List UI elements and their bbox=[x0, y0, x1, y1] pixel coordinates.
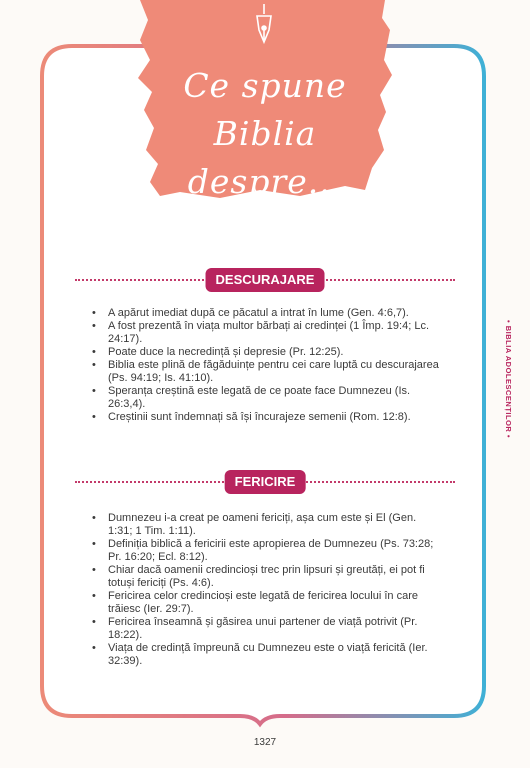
list-item: • Biblia este plină de făgăduințe pentru cei care luptă cu descurajarea (Ps. 94:19; Is. 41:10). bbox=[80, 359, 440, 385]
descurajare-list bbox=[80, 307, 440, 424]
list-item: • A apărut imediat după ce păcatul a intrat în lume (Gen. 4:6,7). bbox=[80, 307, 440, 320]
list-item: • Definiția biblică a fericirii este apropierea de Dumnezeu (Ps. 73:28; Pr. 16:20; Ecl. 8:12). bbox=[80, 538, 440, 564]
heading-badge: DESCURAJARE bbox=[206, 268, 325, 292]
list-item: • Fericirea înseamnă și găsirea unui partener de viață potrivit (Pr. 18:22). bbox=[80, 616, 440, 642]
list-item: • Chiar dacă oamenii credincioși trec prin lipsuri și greutăți, ei pot fi totuși fericiți (Ps. 4:6). bbox=[80, 564, 440, 590]
page-number: 1327 bbox=[253, 737, 277, 748]
sidebar-running-title: • BIBLIA ADOLESCENȚILOR • bbox=[504, 320, 513, 439]
list-item: • Speranța creștină este legată de ce poate face Dumnezeu (Is. 26:3,4). bbox=[80, 385, 440, 411]
fericire-list bbox=[80, 512, 440, 668]
heading-badge: FERICIRE bbox=[225, 470, 306, 494]
list-item: • Fericirea celor credincioși este legată de fericirea locului în care trăiesc (Ier. 29:7). bbox=[80, 590, 440, 616]
title-line-1: Ce spune Biblia bbox=[183, 66, 347, 153]
title-line-2: despre... bbox=[187, 162, 343, 201]
list-item: • Creștinii sunt îndemnați să își încurajeze semenii (Rom. 12:8). bbox=[80, 411, 440, 424]
list-item: • Dumnezeu i-a creat pe oameni fericiți, așa cum este și El (Gen. 1:31; 1 Tim. 1:11). bbox=[80, 512, 440, 538]
list-item: • Poate duce la necredință și depresie (Pr. 12:25). bbox=[80, 346, 440, 359]
list-item: • Viața de credință împreună cu Dumnezeu este o viață fericită (Ier. 32:39). bbox=[80, 642, 440, 668]
section-heading-fericire bbox=[75, 470, 455, 494]
section-heading-descurajare bbox=[75, 268, 455, 292]
page-title bbox=[150, 62, 380, 206]
list-item: • A fost prezentă în viața multor bărbați ai credinței (1 Împ. 19:4; Lc. 24:17). bbox=[80, 320, 440, 346]
